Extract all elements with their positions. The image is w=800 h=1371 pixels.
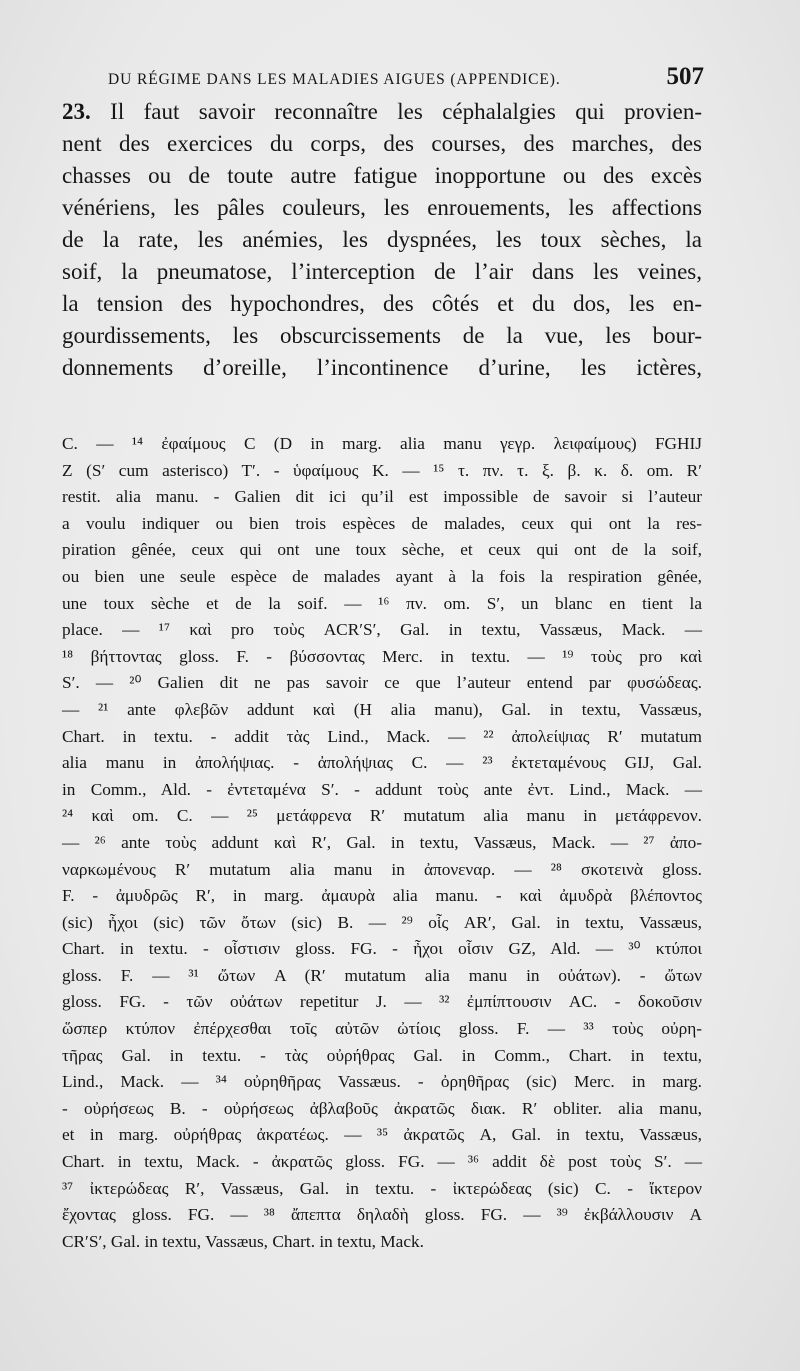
- footnote-line: [62, 963, 702, 990]
- footnote-line-content: S′. — ²⁰ Galien dit ne pas savoir ce que l’auteur entend par φυσώδεας.: [62, 673, 702, 693]
- footnote-line: [62, 883, 702, 910]
- footnote-line-content: ²⁴ καὶ om. C. — ²⁵ μετάφρενα R′ mutatum alia manu in μετάφρενον.: [62, 806, 702, 826]
- footnote-line: [62, 1043, 702, 1070]
- main-text-line: [62, 256, 702, 288]
- footnote-line-content: Chart. in textu, Mack. - ἀκρατῶς gloss. FG. — ³⁶ addit δὲ post τοὺς S′. —: [62, 1152, 702, 1172]
- footnote-line-content: ¹⁸ βήττοντας gloss. F. - βύσσοντας Merc. in textu. — ¹⁹ τοὺς pro καὶ: [62, 646, 702, 666]
- running-title: DU RÉGIME DANS LES MALADIES AIGUES (APPENDICE).: [108, 71, 561, 88]
- footnote-line: [62, 511, 702, 538]
- main-text-line-content: chasses ou de toute autre fatigue inopportune ou des excès: [62, 163, 702, 188]
- footnote-line-content: Lind., Mack. — ³⁴ οὐρηθῆρας Vassæus. - ὀρηθῆρας (sic) Merc. in marg.: [62, 1072, 702, 1092]
- footnote-line: [62, 803, 702, 830]
- footnote-line-content: C. — ¹⁴ ἐφαίμους C (D in marg. alia manu γεγρ. λειφαίμους) FGHIJ: [62, 434, 702, 453]
- footnote-line: [62, 830, 702, 857]
- main-text-line-content: Il faut savoir reconnaître les céphalalgies qui provien-: [110, 99, 703, 124]
- main-text-line-content: la tension des hypochondres, des côtés et du dos, les en-: [62, 291, 702, 316]
- main-paragraph: [62, 96, 702, 384]
- main-text-line: [62, 224, 702, 256]
- footnote-line: [62, 591, 702, 618]
- footnote-line-content: - οὐρήσεως B. - οὐρήσεως ἀβλαβοῦς ἀκρατῶς διακ. R′ obliter. alia manu,: [62, 1098, 702, 1118]
- footnote-line-content: et in marg. οὐρήθρας ἀκρατέως. — ³⁵ ἀκρατῶς A, Gal. in textu, Vassæus,: [62, 1125, 702, 1145]
- footnote-line: [62, 750, 702, 777]
- footnote-line: [62, 484, 702, 511]
- footnote-line-content: CR′S′, Gal. in textu, Vassæus, Chart. in textu, Mack.: [62, 1231, 424, 1251]
- footnote-line: [62, 537, 702, 564]
- footnote-line-content: ou bien une seule espèce de malades ayant à la fois la respiration gênée,: [62, 566, 702, 586]
- footnote-line: [62, 1176, 702, 1203]
- main-text-line-content: de la rate, les anémies, les dyspnées, les toux sèches, la: [62, 227, 702, 252]
- footnote-line: [62, 777, 702, 804]
- footnote-line-content: place. — ¹⁷ καὶ pro τοὺς ACR′S′, Gal. in textu, Vassæus, Mack. —: [62, 620, 702, 640]
- footnote-line: [62, 1202, 702, 1229]
- page-number: 507: [666, 63, 704, 90]
- main-text-line-content: nent des exercices du corps, des courses, des marches, des: [62, 131, 702, 156]
- footnote-line-content: gloss. F. — ³¹ ὤτων A (R′ mutatum alia manu in οὐάτων). - ὤτων: [62, 965, 702, 985]
- footnote-line: [62, 644, 702, 671]
- footnote-line-content: ὥσπερ κτύπον ἐπέρχεσθαι τοῖς αὐτῶν ὠτίοις gloss. F. — ³³ τοὺς οὐρη-: [62, 1019, 702, 1039]
- footnote-line: [62, 1096, 702, 1123]
- footnote-line: [62, 936, 702, 963]
- footnote-line: [62, 1122, 702, 1149]
- main-text-line-content: soif, la pneumatose, l’interception de l’air dans les veines,: [62, 259, 702, 284]
- main-text-line: [62, 288, 702, 320]
- footnote-line-content: piration gênée, ceux qui ont une toux sèche, et ceux qui ont de la soif,: [62, 540, 702, 560]
- footnote-line-content: F. - ἀμυδρῶς R′, in marg. ἀμαυρὰ alia manu. - καὶ ἀμυδρὰ βλέποντος: [62, 886, 702, 906]
- main-text-line: [62, 96, 702, 128]
- show-through-text: [170, 393, 690, 413]
- main-text-line: [62, 320, 702, 352]
- footnote-line-content: restit. alia manu. - Galien dit ici qu’il est impossible de savoir si l’auteur: [62, 487, 702, 507]
- footnote-line: [62, 697, 702, 724]
- footnote-line: [62, 1149, 702, 1176]
- footnote-line: [62, 724, 702, 751]
- footnote-line: [62, 1016, 702, 1043]
- footnote-line-content: — ²¹ ante φλεβῶν addunt καὶ (H alia manu), Gal. in textu, Vassæus,: [62, 699, 702, 719]
- footnote-line: [62, 1229, 702, 1256]
- footnote-line-content: Chart. in textu. - addit τὰς Lind., Mack. — ²² ἀπολείψιας R′ mutatum: [62, 726, 702, 746]
- footnote-line-content: τῆρας Gal. in textu. - τὰς οὐρήθρας Gal. in Comm., Chart. in textu,: [62, 1045, 702, 1065]
- main-text-line: [62, 352, 702, 384]
- footnote-line: [62, 617, 702, 644]
- footnote-line-content: ἔχοντας gloss. FG. — ³⁸ ἄπεπτα δηλαδὴ gloss. FG. — ³⁹ ἐκβάλλουσιν A: [62, 1205, 702, 1225]
- footnote-line-content: — ²⁶ ante τοὺς addunt καὶ R′, Gal. in textu, Vassæus, Mack. — ²⁷ ἀπο-: [62, 832, 702, 852]
- footnote-line: [62, 989, 702, 1016]
- footnote-line: [62, 458, 702, 485]
- footnote-line-content: alia manu in ἀπολήψιας. - ἀπολήψιας C. — ²³ ἐκτεταμένους GIJ, Gal.: [62, 753, 702, 773]
- footnote-line: [62, 670, 702, 697]
- main-text-line: [62, 192, 702, 224]
- footnote-line-content: ναρκωμένους R′ mutatum alia manu in ἀπονεναρ. — ²⁸ σκοτεινὰ gloss.: [62, 859, 702, 879]
- footnote-line-content: Z (S′ cum asterisco) T′. - ὑφαίμους K. — ¹⁵ τ. πν. τ. ξ. β. κ. δ. om. R′: [62, 460, 702, 480]
- main-text-line: [62, 128, 702, 160]
- footnote-line-content: (sic) ἦχοι (sic) τῶν ὄτων (sic) B. — ²⁹ οἷς AR′, Gal. in textu, Vassæus,: [62, 912, 702, 932]
- footnote-line: [62, 857, 702, 884]
- footnote-line: [62, 431, 702, 458]
- footnote-line-content: a voulu indiquer ou bien trois espèces de malades, ceux qui ont la res-: [62, 513, 702, 533]
- paragraph-number: 23.: [62, 99, 91, 124]
- footnote-line: [62, 564, 702, 591]
- footnotes: [62, 431, 702, 1255]
- footnote-line: [62, 910, 702, 937]
- page-header: [108, 62, 704, 96]
- main-text-line: [62, 160, 702, 192]
- footnote-line-content: gloss. FG. - τῶν οὐάτων repetitur J. — ³² ἐμπίπτουσιν AC. - δοκοῦσιν: [62, 992, 702, 1012]
- main-text-line-content: donnements d’oreille, l’incontinence d’urine, les ictères,: [62, 355, 702, 380]
- footnote-line-content: Chart. in textu. - οἷστισιν gloss. FG. - ἦχοι οἷσιν GZ, Ald. — ³⁰ κτύποι: [62, 939, 702, 959]
- footnote-line: [62, 1069, 702, 1096]
- footnote-line-content: ³⁷ ἰκτερώδεας R′, Vassæus, Gal. in textu. - ἰκτερώδεας (sic) C. - ἴκτερον: [62, 1178, 702, 1198]
- main-text-line-content: vénériens, les pâles couleurs, les enrouements, les affections: [62, 195, 702, 220]
- main-text-line-content: gourdissements, les obscurcissements de la vue, les bour-: [62, 323, 702, 348]
- footnote-line-content: in Comm., Ald. - ἐντεταμένα S′. - addunt τοὺς ante ἐντ. Lind., Mack. —: [62, 779, 702, 799]
- footnote-line-content: une toux sèche et de la soif. — ¹⁶ πν. om. S′, un blanc en tient la: [62, 593, 702, 613]
